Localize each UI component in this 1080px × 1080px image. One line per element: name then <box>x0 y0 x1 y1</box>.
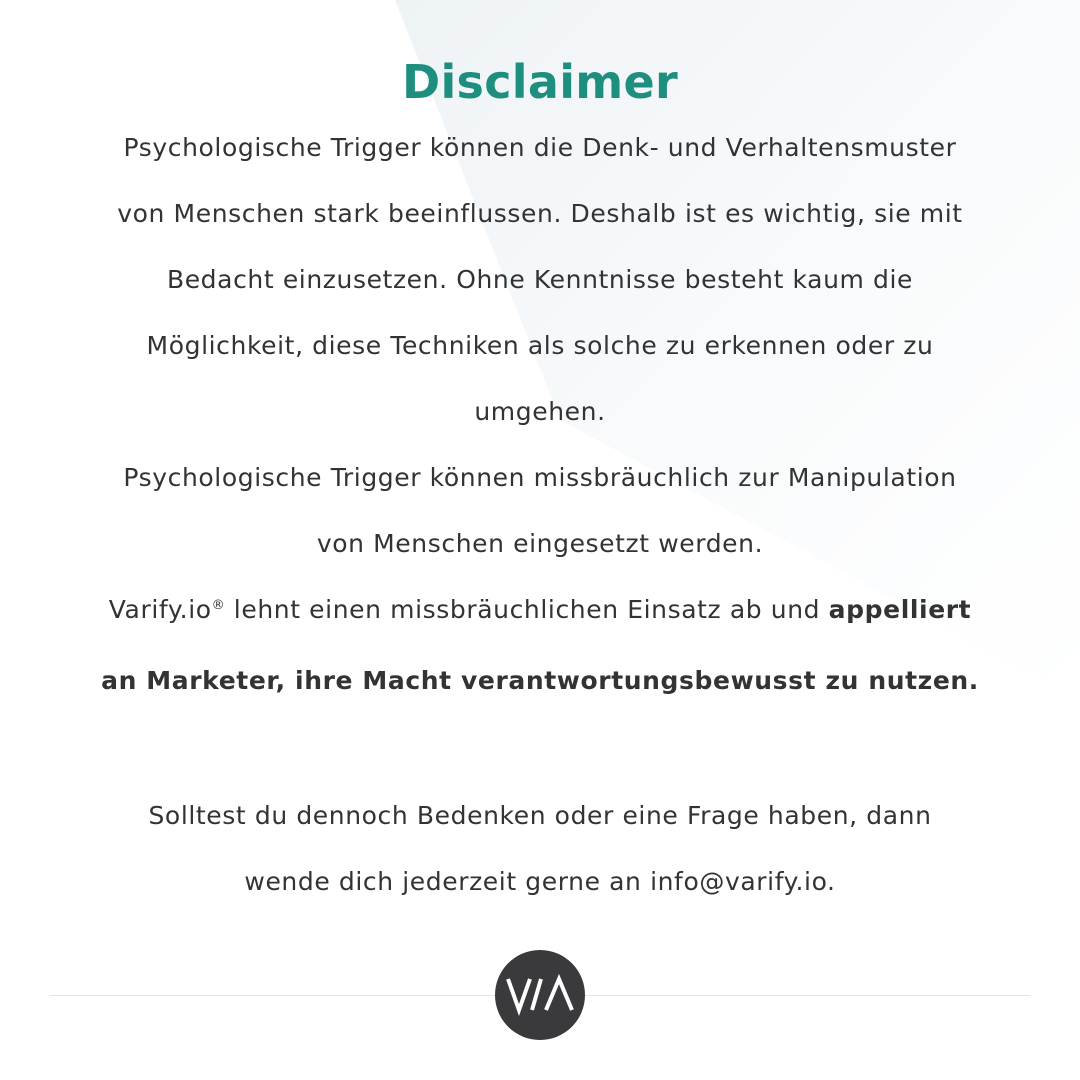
brand-name: Varify.io <box>108 595 212 624</box>
paragraph-contact <box>60 783 1020 915</box>
paragraph-line: Möglichkeit, diese Techniken als solche zu erkennen oder zu <box>146 331 934 360</box>
paragraph-line: Psychologische Trigger können missbräuchlich zur Manipulation <box>123 463 957 492</box>
paragraph-line: Psychologische Trigger können die Denk- und Verhaltensmuster <box>123 133 957 162</box>
statement-text: lehnt einen missbräuchlichen Einsatz ab und <box>225 595 829 624</box>
paragraph-line: Solltest du dennoch Bedenken oder eine Frage haben, dann <box>148 801 932 830</box>
paragraph-line: umgehen. <box>474 397 606 426</box>
statement-bold-part2: an Marketer, ihre Macht verantwortungsbewusst zu nutzen. <box>101 666 979 695</box>
contact-email-link[interactable]: info@varify.io <box>650 867 828 896</box>
paragraph-statement <box>60 577 1020 714</box>
divider-right <box>585 995 1030 996</box>
paragraph-line: von Menschen stark beeinflussen. Deshalb ist es wichtig, sie mit <box>117 199 963 228</box>
varify-logo-icon <box>495 950 585 1040</box>
paragraph-line: von Menschen eingesetzt werden. <box>316 529 764 558</box>
paragraph-line: Bedacht einzusetzen. Ohne Kenntnisse besteht kaum die <box>166 265 914 294</box>
contact-prefix: wende dich jederzeit gerne an <box>244 867 651 896</box>
registered-mark: ® <box>211 598 226 613</box>
statement-bold-part1: appelliert <box>828 595 972 624</box>
paragraph-misuse <box>60 445 1020 577</box>
contact-suffix: . <box>827 867 836 896</box>
divider-left <box>50 995 495 996</box>
varify-logo <box>495 950 585 1040</box>
page-title: Disclaimer <box>402 55 678 109</box>
paragraph-intro <box>60 115 1020 445</box>
